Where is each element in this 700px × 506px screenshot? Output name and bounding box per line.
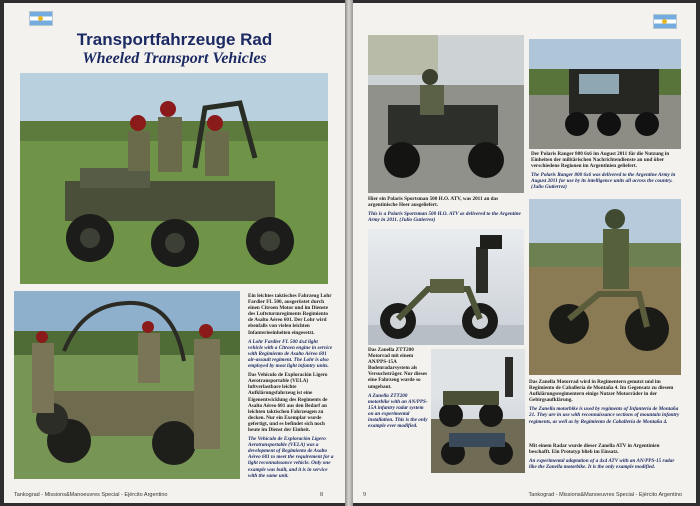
footer-right: Tankograd - Missions&Manoeuvres Special - Ejército Argentino [528, 492, 682, 498]
caption-zanella [368, 347, 428, 432]
caption-zanella-en: A Zanella ZTT200 motorbike with an AN/PPS-15A infantry radar system on an experimental installation. This is the only example ever modified. [368, 392, 428, 430]
photo-polaris-ranger [529, 39, 681, 149]
caption-atv-de: Hier ein Polaris Sportsman 500 H.O. ATV, was 2011 an das argentinische Heer ausgeliefert. [368, 196, 499, 209]
caption-zanella-de: Das Zanella ZTT200 Motorrad mit einem AN/PPS-15A Bodenradarsystem als Versuchsträger. Nur dieses eine Fahrzeug wurde so umgebaut. [368, 347, 428, 390]
caption-atv-mirror-de: Mit einem Radar wurde dieser Zanella ATV in Argentinien beschafft. Ein Prototyp blieb im Einsatz. [529, 443, 660, 456]
page-title-german: Transportfahrzeuge Rad [76, 30, 273, 49]
caption-vela-de: Das Vehículo de Exploración Ligero Aerotransportable (VELA) luftverlastbare leichte Aufklärungsfahrzeug ist eine Eigenentwicklung des Regiments de Asalto Aéreo 601 aus den Bedarf an leichten taktischen Fahrzeugen zu decken. Nur ein Exemplar wurde gefertigt, und es befindet sich noch heute im Dienst der Einheit. [248, 372, 328, 433]
caption-ranger [531, 151, 681, 194]
argentina-flag-icon [29, 11, 53, 26]
caption-vela-en: The Vehículo de Exploración Ligero Aerotransportable (VELA) was a development of Regimiento de Asalto Aéreo 601 to meet the requirement for a light reconnaissance vehicle. Only one example was built, and it is in service with the same unit. [248, 436, 334, 479]
caption-motorbike [529, 379, 681, 428]
caption-lohr-de: Ein leichtes taktisches Fahrzeug Lohr Fardier FL 500, ausgerüstet durch einen Citroen Motor und im Dienste des Luftsturmregiments Regimiento de Asalto Aéreo 601. Der Lohr wird ebenfalls von vielen leichten Infanterieeinheiten eingesetzt. [248, 293, 332, 336]
caption-motorbike-de: Das Zanella Motorrad wird in Regimentern genutzt und im Regimiento de Caballería de Montaña 4. Im Gegensatz zu diesem Aufklärungsregimentern einige Nutzer Motorräder in der Gebirgsaufklärung. [529, 379, 674, 404]
caption-lohr-en: A Lohr Fardier FL 500 4x4 light vehicle with a Citroen engine in service with Regimiento de Asalto Aéreo 601 air-assault regiment. The Lohr is also employed by most light infantry units. [248, 338, 333, 370]
photo-vela-vehicle [14, 291, 240, 479]
photo-atv-radar [431, 349, 525, 473]
caption-column-left [248, 293, 334, 482]
caption-atv [368, 196, 524, 226]
argentina-flag-icon [653, 14, 677, 29]
caption-ranger-de: Der Polaris Ranger 800 6x6 im August 2011 für die Nutzung in Einheiten der militärischen Nachrichtendienste an und über verschiedene Regionen im Argentinien geliefert. [531, 151, 670, 170]
photo-polaris-atv [368, 35, 524, 193]
photo-zanella-radar-bike [368, 229, 524, 345]
book-spine [345, 0, 353, 506]
footer-left: Tankograd - Missions&Manoeuvres Special - Ejército Argentino [14, 492, 168, 498]
caption-atv-mirror [529, 443, 681, 473]
photo-lohr-fardier [20, 73, 328, 284]
caption-atv-en: This is a Polaris Sportsman 500 H.O. ATV as delivered to the Argentine Army in 2011. (Julio Gutierrez) [368, 211, 521, 224]
left-page [4, 3, 345, 503]
caption-atv-mirror-en: An experimental adaptation of a 4x4 ATV with an AN/PPS-15 radar like the Zanella motorbike. It is the only example modified. [529, 458, 675, 471]
photo-soldier-motorbike [529, 199, 681, 375]
page-number-left: 8 [320, 492, 323, 498]
caption-ranger-en: The Polaris Ranger 800 6x6 was delivered to the Argentine Army in August 2011 for use by its intelligence units all across the country. (Julio Gutierrez) [531, 172, 676, 191]
page-title-english: Wheeled Transport Vehicles [82, 50, 267, 67]
page-number-right: 9 [363, 492, 366, 498]
caption-motorbike-en: The Zanella motorbike is used by regiments of Infantería de Montaña 21. They are in use with reconnaissance sections of mountain infantry regiments, as well as by Regimiento de Caballería de Montaña 4. [529, 406, 680, 425]
right-page [353, 3, 696, 503]
